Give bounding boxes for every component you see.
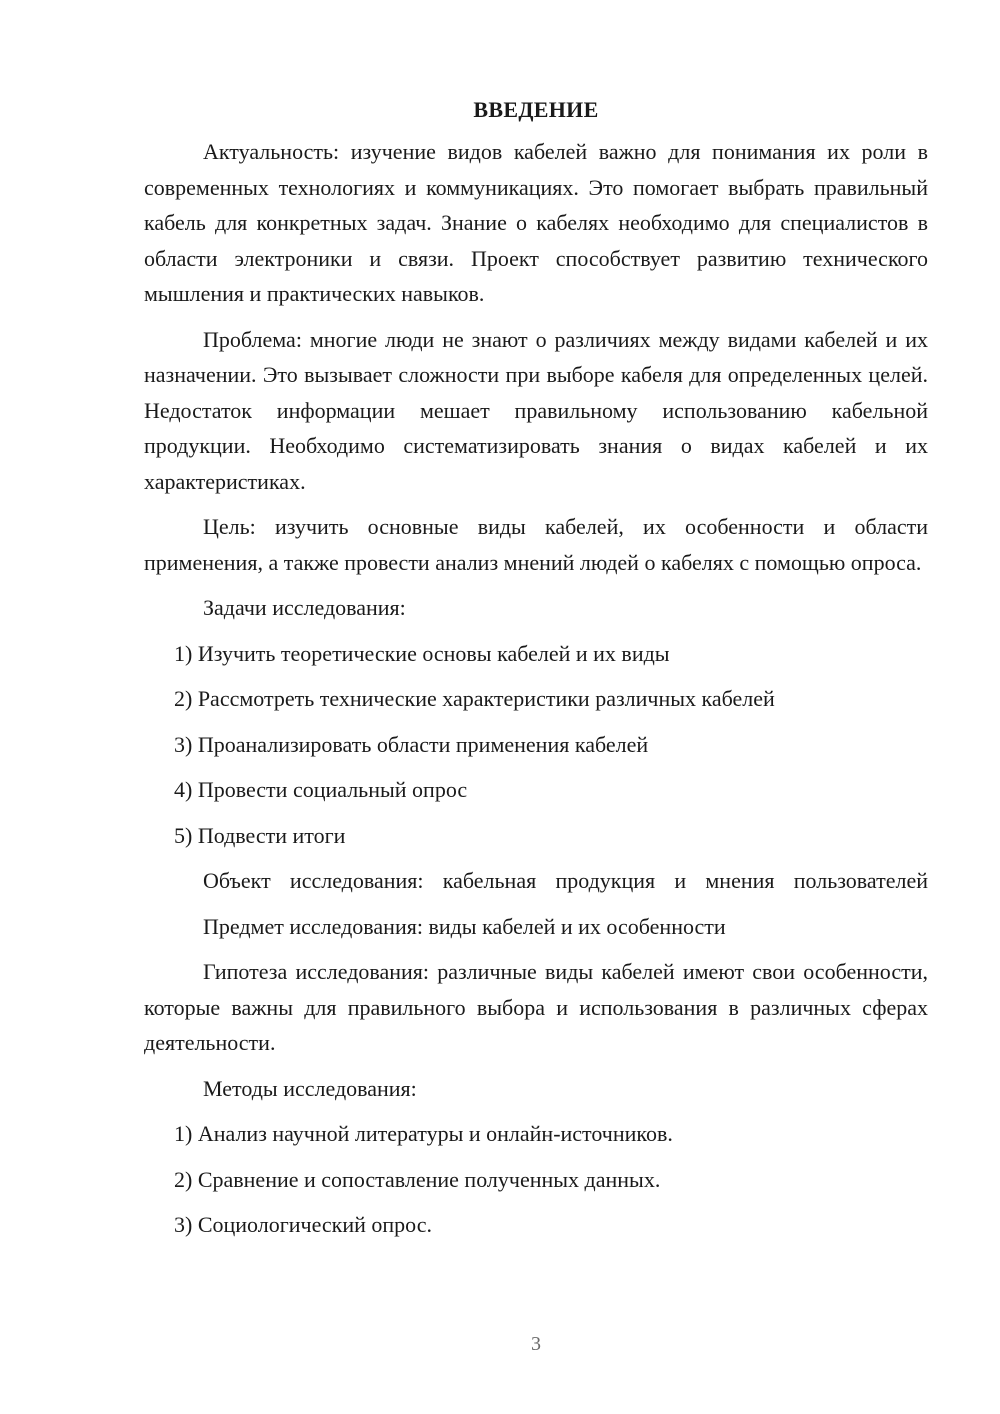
relevance-paragraph: Актуальность: изучение видов кабелей важно для понимания их роли в современных технологиях и коммуникациях. Это помогает выбрать правильный кабель для конкретных задач. Знание о кабелях необходимо для специалистов в области электроники и связи. Проект способствует развитию технического мышления и практических навыков. — [144, 139, 928, 306]
problem-paragraph: Проблема: многие люди не знают о различиях между видами кабелей и их назначении. Это вызывает сложности при выборе кабеля для определенных целей. Недостаток информации мешает правильному использованию кабельной продукции. Необходимо систематизировать знания о видах кабелей и их характеристиках. — [144, 326, 928, 494]
list-item: 2) Сравнение и сопоставление полученных данных. — [174, 1166, 661, 1192]
tasks-heading: Задачи исследования: — [203, 595, 406, 620]
subject-paragraph: Предмет исследования: виды кабелей и их особенности — [203, 913, 726, 939]
document-page — [144, 92, 928, 1253]
list-item: 5) Подвести итоги — [174, 822, 346, 848]
hypothesis-paragraph: Гипотеза исследования: различные виды кабелей имеют свои особенности, которые важны для правильного выбора и использования в различных сферах деятельности. — [144, 959, 928, 1055]
methods-list — [144, 1116, 928, 1243]
list-item: 4) Провести социальный опрос — [174, 777, 468, 802]
list-item: 1) Анализ научной литературы и онлайн-источников. — [174, 1121, 673, 1146]
page-title: ВВЕДЕНИЕ — [473, 97, 599, 122]
list-item: 3) Проанализировать области применения кабелей — [174, 731, 649, 757]
goal-paragraph: Цель: изучить основные виды кабелей, их особенности и области применения, а также провести анализ мнений людей о кабелях с помощью опроса. — [144, 514, 928, 575]
list-item: 1) Изучить теоретические основы кабелей и их виды — [174, 640, 670, 666]
list-item: 3) Социологический опрос. — [174, 1212, 432, 1237]
methods-heading: Методы исследования: — [203, 1075, 417, 1101]
tasks-list — [144, 636, 928, 854]
list-item: 2) Рассмотреть технические характеристики различных кабелей — [174, 686, 775, 711]
page-number: 3 — [531, 1333, 541, 1355]
object-paragraph: Объект исследования: кабельная продукция и мнения пользователей — [203, 868, 928, 893]
